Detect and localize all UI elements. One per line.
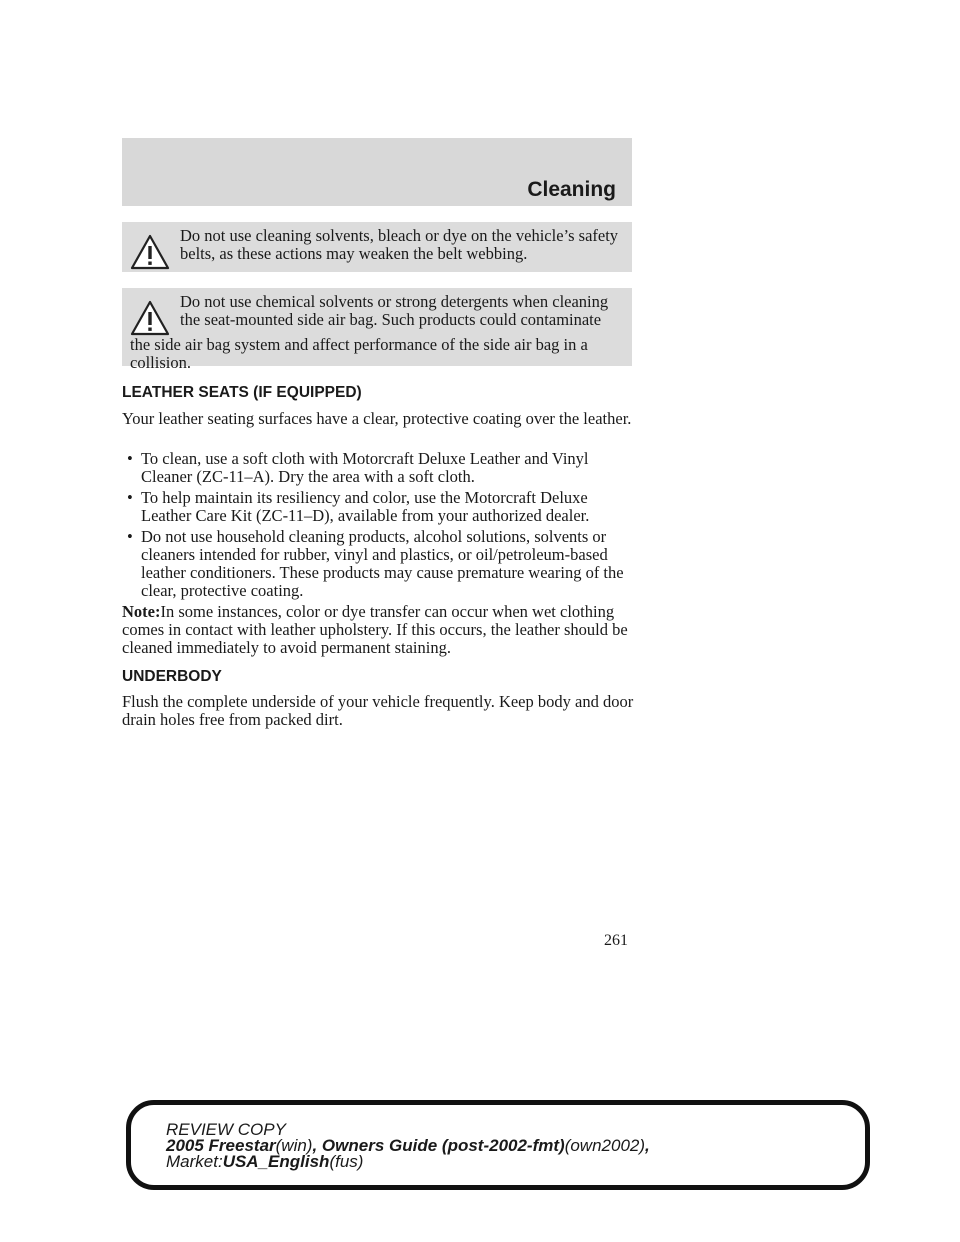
- warning-triangle-icon: [130, 300, 170, 336]
- leather-seats-heading: LEATHER SEATS (IF EQUIPPED): [122, 384, 362, 401]
- footer-model-code: (win): [275, 1136, 313, 1155]
- warning-triangle-icon: [130, 234, 170, 270]
- underbody-heading: UNDERBODY: [122, 668, 222, 685]
- list-item-text: To help maintain its resiliency and color, use the Motorcraft Deluxe Leather Care Kit (ZC-11–D), available from your authorized dealer.: [141, 488, 590, 525]
- warning-text-line-2: the seat-mounted side air bag. Such products could contaminate: [180, 310, 602, 329]
- bullet-symbol: •: [127, 488, 133, 507]
- list-item-text: Do not use household cleaning products, alcohol solutions, solvents or cleaners intended for rubber, vinyl and plastics, or oil/petroleum-based leather conditioners. These products may cause premature wearing of the clear, protective coating.: [141, 527, 624, 600]
- footer-comma: ,: [645, 1136, 650, 1155]
- section-title: Cleaning: [527, 178, 616, 201]
- footer-guide-code: (own2002): [564, 1136, 646, 1155]
- footer-guide: , Owners Guide (post-2002-fmt): [312, 1136, 565, 1155]
- warning-box-safety-belts: [122, 222, 632, 272]
- warning-text: Do not use cleaning solvents, bleach or dye on the vehicle’s safety belts, as these actions may weaken the belt webbing.: [180, 226, 619, 263]
- underbody-paragraph: Flush the complete underside of your vehicle frequently. Keep body and door drain holes free from packed dirt.: [122, 692, 634, 729]
- section-header-band: [122, 138, 632, 206]
- warning-text-rest: the side air bag system and affect performance of the side air bag in a collision.: [130, 335, 588, 372]
- review-copy-footer-text: [166, 1122, 650, 1170]
- footer-market-label: Market:: [166, 1152, 223, 1171]
- footer-line-3: [166, 1154, 650, 1170]
- note-label: Note:: [122, 602, 161, 621]
- list-item: [122, 528, 637, 600]
- warning-box-side-air-bag: [122, 288, 632, 372]
- leather-intro-paragraph: Your leather seating surfaces have a clear, protective coating over the leather.: [122, 409, 632, 428]
- list-item: [122, 450, 637, 486]
- footer-review-copy: REVIEW COPY: [166, 1120, 286, 1139]
- footer-market-code: (fus): [329, 1152, 364, 1171]
- note-paragraph: [122, 603, 637, 657]
- footer-model: 2005 Freestar: [166, 1136, 276, 1155]
- note-text: In some instances, color or dye transfer can occur when wet clothing comes in contact with leather upholstery. If this occurs, the leather should be cleaned immediately to avoid permanent staining.: [122, 602, 628, 657]
- footer-market: USA_English: [222, 1152, 330, 1171]
- page-number: 261: [604, 932, 628, 949]
- list-item: [122, 489, 637, 525]
- list-item-text: To clean, use a soft cloth with Motorcraft Deluxe Leather and Vinyl Cleaner (ZC-11–A). Dry the area with a soft cloth.: [141, 449, 589, 486]
- bullet-symbol: •: [127, 527, 133, 546]
- warning-text-line-1: Do not use chemical solvents or strong detergents when cleaning: [180, 292, 609, 311]
- bullet-symbol: •: [127, 449, 133, 468]
